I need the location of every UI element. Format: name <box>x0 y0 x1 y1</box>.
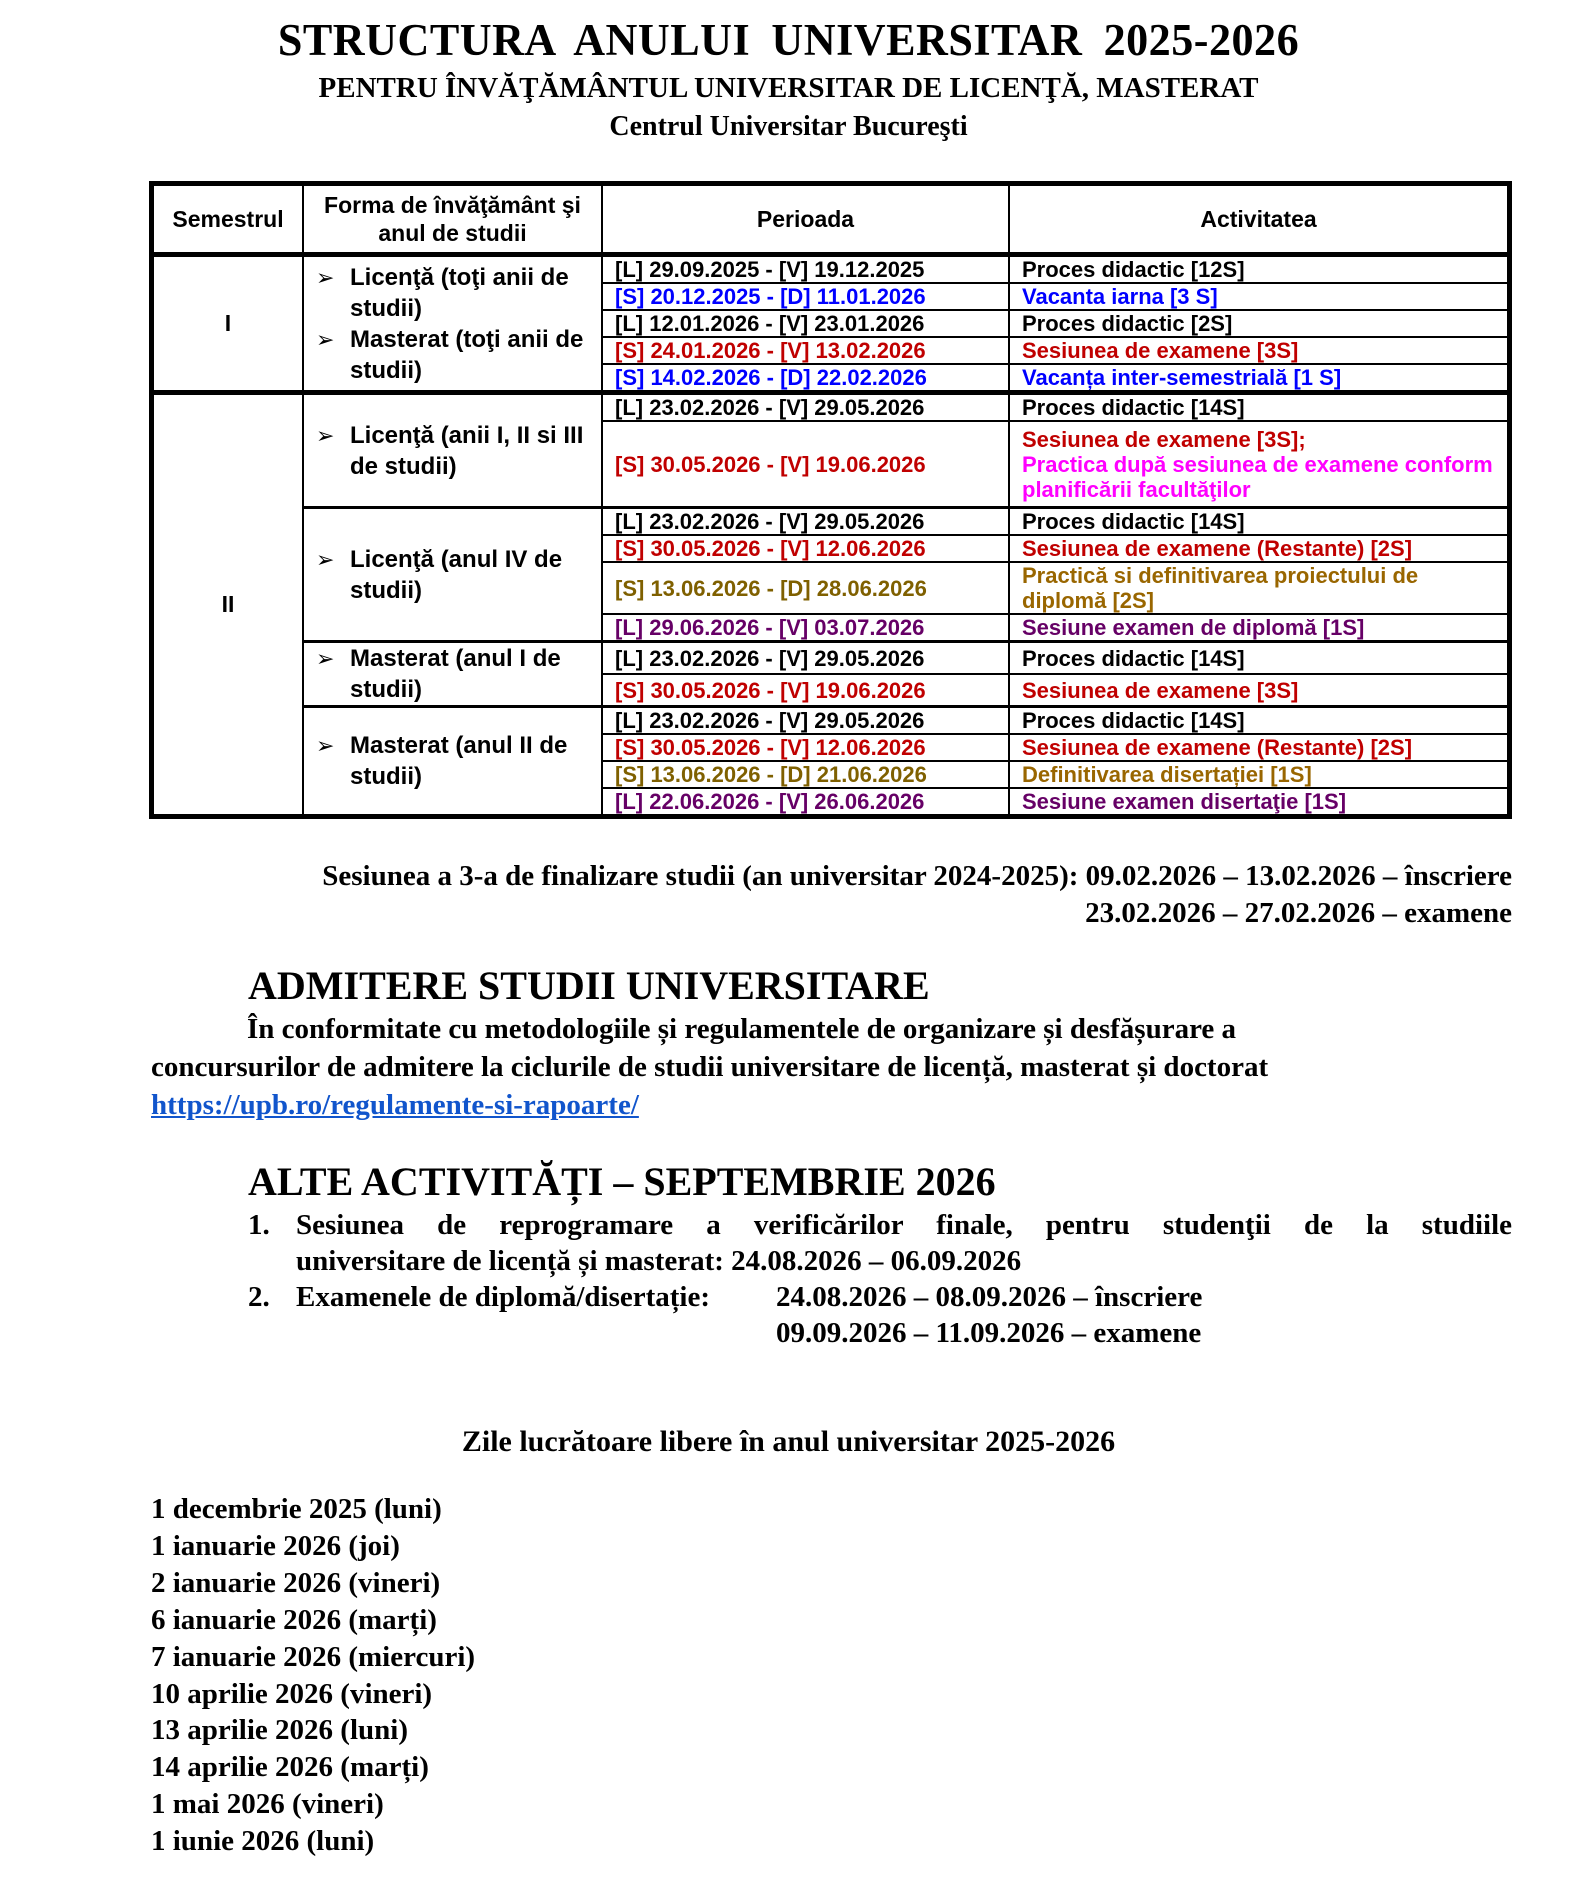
item-number: 1. <box>248 1209 270 1241</box>
forma-cell <box>303 642 602 707</box>
period-cell: [S] 13.06.2026 - [D] 28.06.2026 <box>602 562 1009 614</box>
period-cell: [L] 29.09.2025 - [V] 19.12.2025 <box>602 255 1009 284</box>
period-cell: [L] 22.06.2026 - [V] 26.06.2026 <box>602 788 1009 817</box>
arrow-bullet-icon: ➢ <box>316 422 335 448</box>
period-cell: [S] 24.01.2026 - [V] 13.02.2026 <box>602 337 1009 364</box>
arrow-bullet-icon: ➢ <box>316 733 335 758</box>
activity-text: Sesiunea de examene [3S]; <box>1022 426 1306 452</box>
list-item: 10 aprilie 2026 (vineri) <box>151 1677 433 1710</box>
forma-cell <box>303 508 602 642</box>
activity-cell: Proces didactic [14S] <box>1009 508 1510 536</box>
period-cell: [S] 13.06.2026 - [D] 21.06.2026 <box>602 761 1009 788</box>
activity-cell: Vacanța inter-semestrială [1 S] <box>1009 364 1510 393</box>
forma-item: ➢ Licenţă (anul IV de studii) <box>316 545 563 604</box>
list-item: 6 ianuarie 2026 (marți) <box>151 1603 437 1636</box>
list-item: 1 iunie 2026 (luni) <box>151 1825 375 1858</box>
list-item: 7 ianuarie 2026 (miercuri) <box>151 1640 476 1673</box>
list-item: 2 ianuarie 2026 (vineri) <box>151 1566 441 1599</box>
activity-cell: Proces didactic [14S] <box>1009 642 1510 675</box>
university-center: Centrul Universitar Bucureşti <box>609 111 968 142</box>
admitere-line-1: În conformitate cu metodologiile și regulamentele de organizare și desfășurare a <box>247 1013 1237 1045</box>
table-row <box>152 707 1510 735</box>
period-cell: [L] 23.02.2026 - [V] 29.05.2026 <box>602 707 1009 735</box>
alte-activitati-heading: ALTE ACTIVITĂȚI – SEPTEMBRIE 2026 <box>248 1159 996 1204</box>
activity-cell: Sesiunea de examene [3S] <box>1009 674 1510 707</box>
arrow-bullet-icon: ➢ <box>316 646 335 671</box>
activity-cell: Sesiune examen de diplomă [1S] <box>1009 614 1510 642</box>
table-row <box>152 255 1510 284</box>
period-cell: [S] 30.05.2026 - [V] 19.06.2026 <box>602 674 1009 707</box>
forma-item: ➢ Masterat (anul II de studii) <box>316 732 568 790</box>
list-item <box>248 1279 1512 1353</box>
list-item: 1 mai 2026 (vineri) <box>151 1788 384 1821</box>
zile-libere-heading: Zile lucrătoare libere în anul universitar 2025-2026 <box>461 1425 1116 1458</box>
page-title: STRUCTURA ANULUI UNIVERSITAR 2025-2026 <box>277 15 1300 65</box>
item-line-1: Sesiunea de reprogramare a verificărilor finale, pentru studenţii de la studiile <box>296 1209 1512 1241</box>
activity-cell: Sesiunea de examene (Restante) [2S] <box>1009 535 1510 562</box>
table-row <box>152 508 1510 536</box>
finalizare-line-1: Sesiunea a 3-a de finalizare studii (an universitar 2024-2025): 09.02.2026 – 13.02.2026 – înscriere <box>322 860 1512 892</box>
forma-item: ➢ Licenţă (anii I, II si III de studii) <box>316 421 584 480</box>
period-cell: [S] 30.05.2026 - [V] 12.06.2026 <box>602 535 1009 562</box>
item-date-1: 24.08.2026 – 08.09.2026 – înscriere <box>776 1281 1203 1313</box>
zile-libere-list <box>151 1491 475 1860</box>
finalizare-session <box>322 858 1512 932</box>
semester-label: I <box>152 255 304 393</box>
activity-extra-text: Practica după sesiunea de examene conform planificării facultăţilor <box>1022 451 1493 502</box>
period-cell: [L] 29.06.2026 - [V] 03.07.2026 <box>602 614 1009 642</box>
forma-cell <box>303 393 602 508</box>
period-cell: [L] 23.02.2026 - [V] 29.05.2026 <box>602 393 1009 422</box>
activity-cell: Proces didactic [14S] <box>1009 707 1510 735</box>
table-header-row <box>152 184 1510 255</box>
activity-cell: Proces didactic [12S] <box>1009 255 1510 284</box>
period-cell: [S] 30.05.2026 - [V] 19.06.2026 <box>602 421 1009 508</box>
academic-calendar-table <box>149 181 1512 819</box>
alte-activitati-list <box>248 1207 1512 1353</box>
period-cell: [S] 20.12.2025 - [D] 11.01.2026 <box>602 283 1009 310</box>
item-date-2: 09.09.2026 – 11.09.2026 – examene <box>776 1317 1202 1349</box>
item-number: 2. <box>248 1281 270 1313</box>
page-subtitle: PENTRU ÎNVĂŢĂMÂNTUL UNIVERSITAR DE LICENŢĂ, MASTERAT <box>318 72 1259 104</box>
forma-cell <box>303 255 602 393</box>
period-cell: [L] 23.02.2026 - [V] 29.05.2026 <box>602 508 1009 536</box>
activity-cell: Sesiunea de examene [3S] <box>1009 337 1510 364</box>
activity-cell: Proces didactic [14S] <box>1009 393 1510 422</box>
arrow-bullet-icon: ➢ <box>316 326 335 352</box>
activity-cell <box>1009 421 1510 508</box>
admitere-heading: ADMITERE STUDII UNIVERSITARE <box>248 963 930 1008</box>
activity-cell: Practică si definitivarea proiectului de diplomă [2S] <box>1009 562 1510 614</box>
item-line-2: universitare de licență și masterat: 24.08.2026 – 06.09.2026 <box>296 1245 1022 1277</box>
admitere-text <box>151 1010 1511 1124</box>
regulamente-link[interactable]: https://upb.ro/regulamente-si-rapoarte/ <box>151 1089 639 1121</box>
column-header-perioada: Perioada <box>602 184 1009 255</box>
arrow-bullet-icon: ➢ <box>316 264 335 290</box>
activity-cell: Proces didactic [2S] <box>1009 310 1510 337</box>
list-item: 14 aprilie 2026 (marți) <box>151 1751 429 1784</box>
column-header-semestru: Semestrul <box>152 184 304 255</box>
forma-item: ➢ Masterat (toţi anii de studii) <box>316 325 584 384</box>
period-cell: [L] 12.01.2026 - [V] 23.01.2026 <box>602 310 1009 337</box>
arrow-bullet-icon: ➢ <box>316 546 335 572</box>
activity-cell: Sesiunea de examene (Restante) [2S] <box>1009 734 1510 761</box>
activity-cell: Sesiune examen disertaţie [1S] <box>1009 788 1510 817</box>
column-header-forma: Forma de învăţământ şi anul de studii <box>303 184 602 255</box>
finalizare-line-2: 23.02.2026 – 27.02.2026 – examene <box>1085 897 1512 929</box>
table-row <box>152 642 1510 675</box>
semester-label: II <box>152 393 304 817</box>
period-cell: [S] 30.05.2026 - [V] 12.06.2026 <box>602 734 1009 761</box>
activity-cell: Vacanta iarna [3 S] <box>1009 283 1510 310</box>
column-header-activitatea: Activitatea <box>1009 184 1510 255</box>
period-cell: [S] 14.02.2026 - [D] 22.02.2026 <box>602 364 1009 393</box>
list-item: 13 aprilie 2026 (luni) <box>151 1714 408 1747</box>
list-item: 1 ianuarie 2026 (joi) <box>151 1529 400 1562</box>
item-label: Examenele de diplomă/disertație: <box>296 1281 711 1313</box>
forma-item: ➢ Licenţă (toţi anii de studii) <box>316 263 569 322</box>
forma-item: ➢ Masterat (anul I de studii) <box>316 645 561 703</box>
admitere-line-2: concursurilor de admitere la ciclurile de studii universitare de licență, masterat și doctorat <box>151 1051 1269 1083</box>
period-cell: [L] 23.02.2026 - [V] 29.05.2026 <box>602 642 1009 675</box>
forma-cell <box>303 707 602 817</box>
list-item <box>248 1207 1512 1279</box>
table-row <box>152 393 1510 422</box>
list-item: 1 decembrie 2025 (luni) <box>151 1493 442 1525</box>
activity-cell: Definitivarea disertației [1S] <box>1009 761 1510 788</box>
